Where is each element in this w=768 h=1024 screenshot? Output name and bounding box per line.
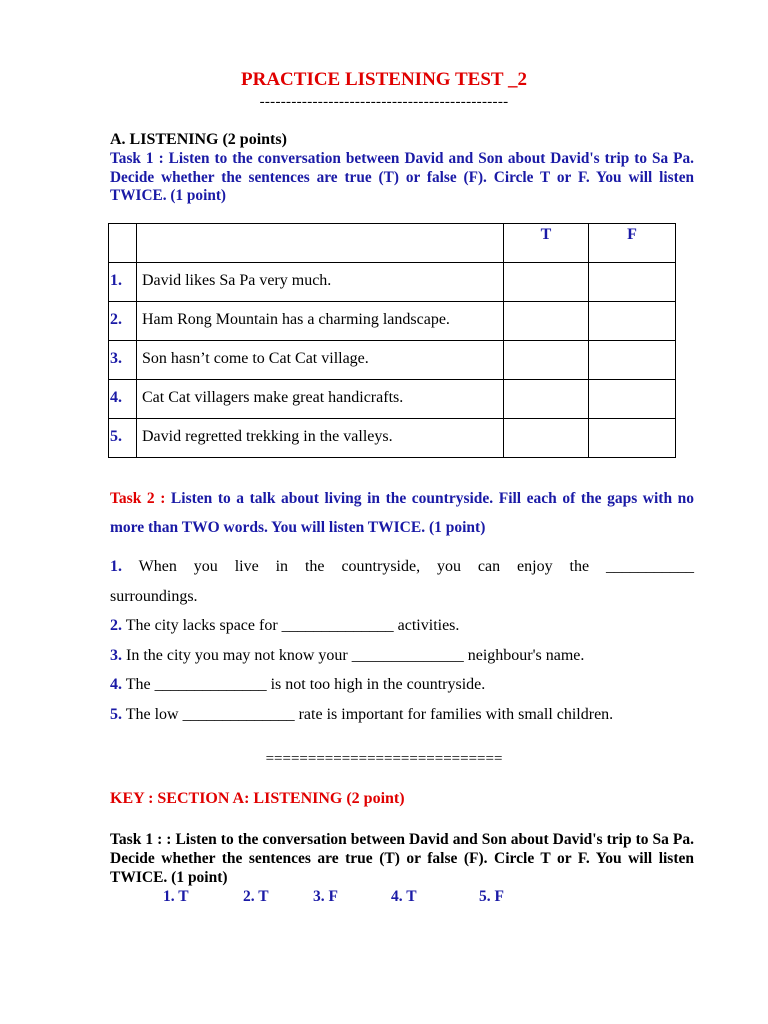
list-item — [110, 670, 694, 700]
table-row — [109, 341, 676, 380]
task1-instruction: Task 1 : Listen to the conversation between David and Son about David's trip to Sa Pa. Decide whether the sentences are true (T) or false (F). Circle T or F. You will listen TWICE. (1 point) — [110, 150, 694, 204]
section-divider: ============================ — [265, 751, 503, 767]
item-number: 5. — [110, 705, 122, 723]
row-number: 5. — [109, 419, 137, 458]
table-row — [109, 263, 676, 302]
item-text: The low ______________ rate is important for families with small children. — [125, 705, 614, 723]
false-answer-cell[interactable] — [589, 419, 676, 458]
row-number: 1. — [109, 263, 137, 302]
answer-item: 3. F — [313, 888, 338, 905]
table-row — [109, 302, 676, 341]
list-item — [110, 611, 694, 641]
list-item — [110, 641, 694, 671]
true-answer-cell[interactable] — [504, 302, 589, 341]
task2-text: Listen to a talk about living in the countryside. Fill each of the gaps with no more than TWO words. You will listen TWICE. (1 point) — [110, 490, 694, 536]
answer-key — [163, 887, 504, 907]
false-answer-cell[interactable] — [589, 302, 676, 341]
table-header-row — [109, 224, 676, 263]
row-number: 3. — [109, 341, 137, 380]
header-true-cell: T — [504, 224, 589, 263]
false-answer-cell[interactable] — [589, 380, 676, 419]
item-number: 3. — [110, 646, 122, 664]
row-statement: David regretted trekking in the valleys. — [137, 419, 504, 458]
list-item — [110, 552, 694, 582]
gap-fill-list — [110, 552, 694, 729]
item-text: The city lacks space for ______________ activities. — [125, 617, 460, 634]
title-divider: ----------------------------------------------- — [259, 94, 509, 110]
row-number: 4. — [109, 380, 137, 419]
answer-item: 1. T — [163, 888, 189, 905]
true-answer-cell[interactable] — [504, 341, 589, 380]
item-text: In the city you may not know your ______________ neighbour's name. — [126, 646, 585, 664]
row-statement: David likes Sa Pa very much. — [137, 263, 504, 302]
task2-label: Task 2 : — [110, 490, 166, 507]
task2-instruction — [110, 484, 694, 542]
list-item — [110, 700, 694, 730]
row-statement: Son hasn’t come to Cat Cat village. — [137, 341, 504, 380]
header-false-cell: F — [589, 224, 676, 263]
item-number: 4. — [110, 676, 122, 693]
header-num-cell — [109, 224, 137, 263]
answer-item: 2. T — [243, 888, 269, 905]
table-row — [109, 380, 676, 419]
false-answer-cell[interactable] — [589, 341, 676, 380]
false-answer-cell[interactable] — [589, 263, 676, 302]
answer-item: 4. T — [391, 888, 417, 905]
true-answer-cell[interactable] — [504, 263, 589, 302]
task1-key-instruction: Task 1 : : Listen to the conversation between David and Son about David's trip to Sa Pa. Decide whether the sentences are true (T) or false (F). Circle T or F. You will listen TWICE. (1 point) — [110, 831, 694, 886]
item-number: 1. — [110, 558, 122, 575]
key-heading: KEY : SECTION A: LISTENING (2 point) — [110, 790, 405, 807]
item-text: The ______________ is not too high in the countryside. — [125, 676, 486, 693]
item-number: 2. — [110, 617, 122, 634]
true-answer-cell[interactable] — [504, 380, 589, 419]
true-false-table — [108, 223, 676, 458]
row-number: 2. — [109, 302, 137, 341]
row-statement: Cat Cat villagers make great handicrafts. — [137, 380, 504, 419]
table-row — [109, 419, 676, 458]
list-item-continuation: surroundings. — [110, 587, 198, 605]
page-title: PRACTICE LISTENING TEST _2 — [241, 69, 527, 90]
item-text: When you live in the countryside, you can enjoy the ___________ — [138, 558, 694, 575]
row-statement: Ham Rong Mountain has a charming landscape. — [137, 302, 504, 341]
header-statement-cell — [137, 224, 504, 263]
section-a-heading: A. LISTENING (2 points) — [110, 131, 287, 148]
answer-item: 5. F — [479, 888, 504, 905]
true-answer-cell[interactable] — [504, 419, 589, 458]
